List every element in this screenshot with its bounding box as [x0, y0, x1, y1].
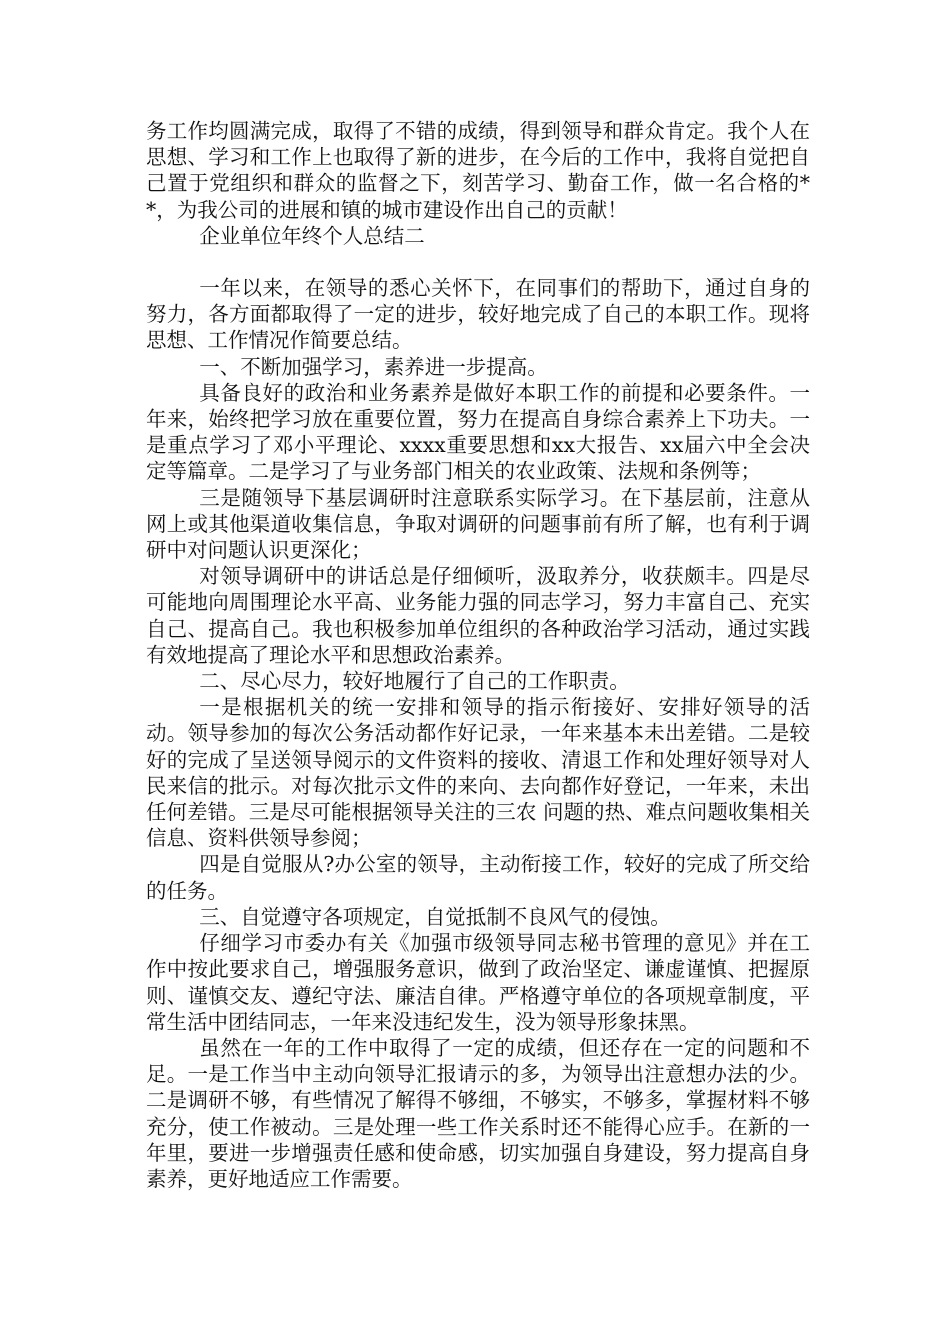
- paragraph-study-1: 具备良好的政治和业务素养是做好本职工作的前提和必要条件。一年来，始终把学习放在重要位置，努力在提高自身综合素养上下功夫。一是重点学习了邓小平理论、xxxx重要思想和xx大报告、xx届六中全会决定等篇章。二是学习了与业务部门相关的农业政策、法规和条例等；: [146, 380, 810, 484]
- heading-study: 一、不断加强学习，素养进一步提高。: [199, 354, 548, 379]
- paragraph-discipline: 仔细学习市委办有关《加强市级领导同志秘书管理的意见》并在工作中按此要求自己，增强服务意识，做到了政治坚定、谦虚谨慎、把握原则、谨慎交友、遵纪守法、廉洁自律。严格遵守单位的各项规章制度，平常生活中团结同志，一年来没违纪发生，没为领导形象抹黑。: [146, 931, 810, 1034]
- heading-duties: 二、尽心尽力，较好地履行了自己的工作职责。: [199, 669, 630, 694]
- paragraph-study-2: 三是随领导下基层调研时注意联系实际学习。在下基层前，注意从网上或其他渠道收集信息，争取对调研的问题事前有所了解，也有利于调研中对问题认识更深化；: [146, 485, 810, 563]
- section-title: 企业单位年终个人总结二: [199, 223, 425, 248]
- paragraph-duties-2: 四是自觉服从?办公室的领导，主动衔接工作，较好的完成了所交给的任务。: [146, 852, 810, 903]
- intro-paragraph: 务工作均圆满完成，取得了不错的成绩，得到领导和群众肯定。我个人在思想、学习和工作上也取得了新的进步，在今后的工作中，我将自觉把自己置于党组织和群众的监督之下，刻苦学习、勤奋工作，做一名合格的**，为我公司的进展和镇的城市建设作出自己的贡献！: [146, 119, 810, 222]
- paragraph-shortcomings: 虽然在一年的工作中取得了一定的成绩，但还存在一定的问题和不足。一是工作当中主动向领导汇报请示的多，为领导出注意想办法的少。二是调研不够，有些情况了解得不够细，不够实，不够多，掌握材料不够充分，使工作被动。三是处理一些工作关系时还不能得心应手。在新的一年里，要进一步增强责任感和使命感，切实加强自身建设，努力提高自身素养，更好地适应工作需要。: [146, 1035, 810, 1191]
- paragraph-duties-1: 一是根据机关的统一安排和领导的指示衔接好、安排好领导的活动。领导参加的每次公务活动都作好记录，一年来基本未出差错。二是较好的完成了呈送领导阅示的文件资料的接收、清退工作和处理好领导对人民来信的批示。对每次批示文件的来向、去向都作好登记，一年来，未出任何差错。三是尽可能根据领导关注的三农 问题的热、难点问题收集相关信息、资料供领导参阅；: [146, 695, 810, 851]
- blank-line: [146, 249, 810, 275]
- document-body: [146, 118, 810, 1192]
- paragraph-study-3: 对领导调研中的讲话总是仔细倾听，汲取养分，收获颇丰。四是尽可能地向周围理论水平高、业务能力强的同志学习，努力丰富自己、充实自己、提高自己。我也积极参加单位组织的各种政治学习活动，通过实践有效地提高了理论水平和思想政治素养。: [146, 564, 810, 667]
- paragraph-opening: 一年以来，在领导的悉心关怀下，在同事们的帮助下，通过自身的努力，各方面都取得了一定的进步，较好地完成了自己的本职工作。现将思想、工作情况作简要总结。: [146, 276, 810, 353]
- heading-discipline: 三、自觉遵守各项规定，自觉抵制不良风气的侵蚀。: [199, 904, 671, 929]
